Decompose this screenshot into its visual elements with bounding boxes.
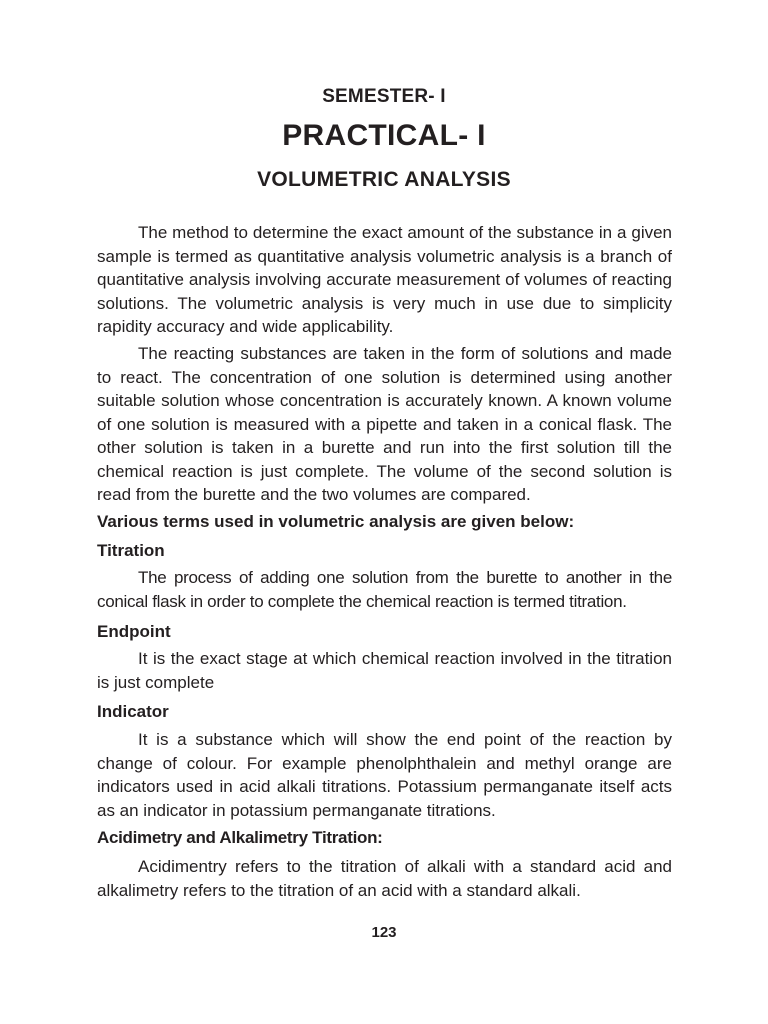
indicator-text: It is a substance which will show the end point of the reaction by change of colour. For example phenolphthalein and methyl orange are indicators used in acid alkali titrations. Potassium permanganate itself acts as an indicator in potassium permanganate titrations. xyxy=(97,730,672,820)
intro-paragraph-1: The method to determine the exact amount of the substance in a given sample is termed as quantitative analysis volumetric analysis is a branch of quantitative analysis involving accurate measurement of volumes of reacting solutions. The volumetric analysis is very much in use due to simplicity rapidity accuracy and wide applicability. xyxy=(97,223,672,336)
acidimetry-heading: Acidimetry and Alkalimetry Titration: xyxy=(97,828,383,847)
titration-text: The process of adding one solution from the burette to another in the conical flask in order to complete the chemical reaction is termed titration. xyxy=(97,568,672,611)
section-subtitle: VOLUMETRIC ANALYSIS xyxy=(257,168,511,191)
page-number: 123 xyxy=(371,924,397,941)
practical-title: PRACTICAL- I xyxy=(282,119,486,152)
intro-paragraph-2: The reacting substances are taken in the form of solutions and made to react. The concentration of one solution is determined using another suitable solution whose concentration is accurately known. A known volume of one solution is measured with a pipette and taken in a conical flask. The other solution is taken in a burette and run into the first solution till the chemical reaction is just complete. The volume of the second solution is read from the burette and the two volumes are compared. xyxy=(97,344,672,504)
endpoint-heading: Endpoint xyxy=(97,622,171,641)
indicator-heading: Indicator xyxy=(97,702,169,721)
semester-title: SEMESTER- I xyxy=(322,86,446,107)
endpoint-text: It is the exact stage at which chemical reaction involved in the titration is just complete xyxy=(97,649,672,692)
terms-heading: Various terms used in volumetric analysis are given below: xyxy=(97,512,575,531)
acidimetry-text: Acidimentry refers to the titration of alkali with a standard acid and alkalimetry refers to the titration of an acid with a standard alkali. xyxy=(97,857,672,900)
titration-heading: Titration xyxy=(97,541,165,560)
